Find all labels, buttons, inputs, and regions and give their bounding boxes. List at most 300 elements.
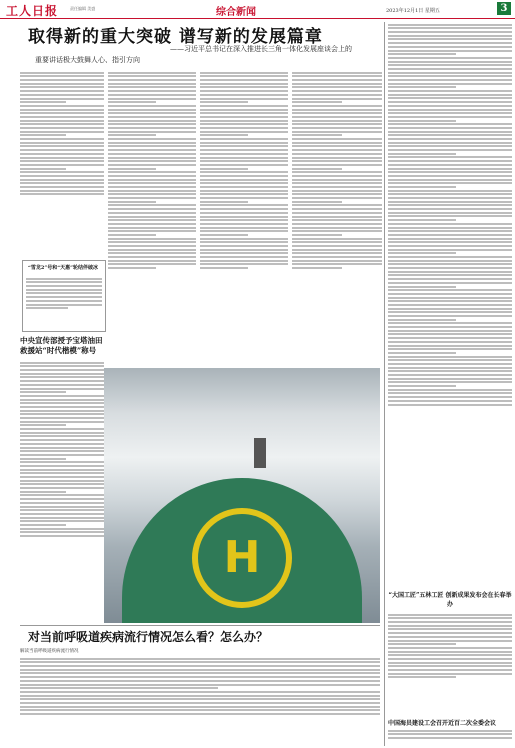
text-line — [108, 75, 196, 77]
secondary-headline: 中央宣传部授予宝塔油田救援站“时代楷模”称号 — [20, 336, 103, 355]
text-line — [20, 498, 104, 500]
bottom-deck: 解读当前呼吸道疾病流行情况 — [20, 649, 79, 654]
text-line — [20, 157, 104, 159]
text-line — [292, 145, 382, 147]
bottom-headline: 对当前呼吸道疾病流行情况怎么看？怎么办？ — [28, 630, 269, 644]
text-line — [388, 260, 512, 262]
text-line — [200, 193, 288, 195]
text-line — [388, 234, 512, 236]
text-line — [388, 636, 512, 638]
text-line — [292, 230, 382, 232]
text-line — [20, 465, 104, 467]
text-line — [388, 628, 512, 630]
text-line — [388, 267, 512, 269]
text-line — [20, 428, 104, 430]
text-line — [20, 75, 104, 77]
text-line — [20, 450, 104, 452]
text-line — [200, 153, 288, 155]
text-line — [20, 127, 104, 129]
text-line — [20, 179, 104, 181]
text-line — [20, 373, 104, 375]
text-line — [388, 374, 512, 376]
text-line — [200, 160, 288, 162]
text-line — [388, 326, 512, 328]
text-line — [388, 617, 512, 619]
text-line — [26, 285, 102, 287]
text-line — [292, 238, 382, 240]
text-line — [20, 101, 66, 103]
text-line — [388, 201, 512, 203]
text-line — [200, 234, 248, 236]
text-line — [388, 289, 512, 291]
text-line — [292, 201, 342, 203]
text-line — [292, 245, 382, 247]
text-line — [388, 120, 456, 122]
text-line — [388, 352, 456, 354]
text-line — [20, 395, 104, 397]
text-line — [20, 391, 66, 393]
text-line — [292, 123, 382, 125]
text-line — [388, 90, 512, 92]
text-line — [388, 153, 456, 155]
text-line — [388, 27, 512, 29]
text-line — [388, 61, 512, 63]
text-line — [200, 238, 288, 240]
text-line — [20, 98, 104, 100]
helipad-letter: H — [223, 532, 261, 583]
text-line — [292, 190, 382, 192]
text-line — [20, 94, 104, 96]
text-line — [292, 212, 382, 214]
text-line — [292, 175, 382, 177]
text-line — [20, 469, 104, 471]
text-column-4 — [292, 70, 382, 362]
text-line — [20, 376, 104, 378]
text-line — [20, 476, 104, 478]
text-line — [20, 160, 104, 162]
text-line — [20, 424, 66, 426]
text-line — [20, 513, 104, 515]
text-line — [292, 86, 382, 88]
text-line — [108, 186, 196, 188]
text-line — [20, 145, 104, 147]
text-line — [20, 72, 104, 74]
text-line — [388, 208, 512, 210]
text-line — [388, 72, 512, 74]
text-line — [108, 238, 196, 240]
text-line — [200, 208, 288, 210]
text-line — [20, 417, 104, 419]
text-line — [200, 142, 288, 144]
text-line — [388, 319, 456, 321]
text-line — [108, 179, 196, 181]
text-line — [388, 145, 512, 147]
text-line — [200, 212, 288, 214]
text-line — [388, 57, 512, 59]
text-line — [20, 186, 104, 188]
text-line — [200, 86, 288, 88]
text-line — [388, 271, 512, 273]
text-line — [388, 171, 512, 173]
text-line — [388, 669, 512, 671]
secondary-text — [20, 360, 104, 622]
text-line — [108, 157, 196, 159]
text-line — [108, 134, 156, 136]
text-line — [292, 164, 382, 166]
text-line — [292, 75, 382, 77]
text-line — [20, 109, 104, 111]
text-line — [200, 83, 288, 85]
text-line — [388, 101, 512, 103]
text-line — [108, 171, 196, 173]
text-line — [388, 53, 456, 55]
text-line — [200, 145, 288, 147]
text-line — [388, 190, 512, 192]
text-column-5 — [388, 22, 512, 584]
text-line — [200, 182, 288, 184]
text-line — [200, 227, 288, 229]
text-line — [292, 223, 382, 225]
text-line — [388, 348, 512, 350]
text-line — [388, 182, 512, 184]
text-line — [26, 278, 102, 280]
text-line — [20, 695, 380, 697]
text-line — [292, 216, 382, 218]
text-line — [388, 363, 512, 365]
text-line — [20, 524, 66, 526]
text-line — [388, 160, 512, 162]
text-line — [200, 131, 288, 133]
text-line — [388, 197, 512, 199]
text-line — [388, 304, 512, 306]
text-line — [388, 227, 512, 229]
lead-headline: 取得新的重大突破 谱写新的发展篇章 — [28, 27, 323, 47]
bottom-right-text — [388, 728, 512, 746]
text-line — [108, 256, 196, 258]
text-line — [20, 483, 104, 485]
text-line — [388, 112, 512, 114]
text-line — [200, 75, 288, 77]
text-line — [388, 308, 512, 310]
text-line — [388, 68, 512, 70]
text-line — [388, 311, 512, 313]
text-line — [388, 249, 512, 251]
text-line — [26, 300, 102, 302]
text-line — [292, 186, 382, 188]
text-line — [388, 193, 512, 195]
text-line — [20, 164, 104, 166]
photo-story-text — [26, 276, 102, 326]
text-line — [292, 94, 382, 96]
text-line — [200, 138, 288, 140]
text-line — [108, 260, 196, 262]
text-line — [108, 245, 196, 247]
text-line — [388, 367, 512, 369]
text-line — [20, 134, 66, 136]
text-line — [292, 90, 382, 92]
text-line — [388, 733, 512, 735]
text-line — [108, 94, 196, 96]
text-line — [292, 234, 342, 236]
text-line — [388, 131, 512, 133]
text-line — [200, 175, 288, 177]
text-line — [108, 164, 196, 166]
text-line — [108, 142, 196, 144]
text-line — [200, 241, 288, 243]
text-line — [292, 98, 382, 100]
text-line — [388, 79, 512, 81]
text-line — [20, 509, 104, 511]
text-line — [388, 330, 512, 332]
text-line — [108, 101, 156, 103]
text-line — [388, 370, 512, 372]
text-line — [108, 109, 196, 111]
text-line — [388, 665, 512, 667]
text-line — [108, 201, 156, 203]
text-line — [388, 238, 512, 240]
side-text — [388, 612, 512, 714]
text-line — [292, 112, 382, 114]
text-line — [292, 256, 382, 258]
text-line — [20, 384, 104, 386]
text-line — [388, 345, 512, 347]
text-line — [388, 392, 512, 394]
text-line — [388, 643, 456, 645]
text-line — [108, 149, 196, 151]
text-line — [200, 112, 288, 114]
text-line — [200, 98, 288, 100]
text-line — [292, 83, 382, 85]
text-line — [388, 223, 512, 225]
text-line — [200, 216, 288, 218]
text-line — [20, 131, 104, 133]
text-line — [388, 105, 512, 107]
text-line — [20, 691, 380, 693]
text-line — [388, 274, 512, 276]
text-line — [20, 661, 380, 663]
text-line — [200, 157, 288, 159]
text-line — [200, 168, 248, 170]
text-line — [292, 153, 382, 155]
text-column-3 — [200, 70, 288, 362]
text-line — [108, 153, 196, 155]
text-line — [388, 385, 456, 387]
text-line — [108, 123, 196, 125]
text-line — [200, 90, 288, 92]
lead-subhead-2: 重要讲话极大鼓舞人心、指引方向 — [35, 56, 140, 64]
text-line — [108, 190, 196, 192]
text-line — [20, 105, 104, 107]
text-line — [388, 621, 512, 623]
text-line — [20, 665, 380, 667]
text-line — [20, 494, 104, 496]
text-line — [20, 432, 104, 434]
text-line — [292, 193, 382, 195]
text-line — [388, 230, 512, 232]
text-line — [20, 447, 104, 449]
text-line — [388, 24, 512, 26]
text-line — [20, 458, 66, 460]
text-line — [20, 116, 104, 118]
text-line — [20, 531, 104, 533]
text-line — [20, 520, 104, 522]
text-line — [388, 378, 512, 380]
text-line — [20, 388, 104, 390]
text-line — [20, 413, 104, 415]
bottom-right-headline: 中国海员建设工会召开近百二次全委会议 — [388, 720, 497, 727]
text-line — [26, 292, 102, 294]
text-line — [388, 204, 512, 206]
text-line — [20, 672, 380, 674]
text-line — [108, 98, 196, 100]
text-line — [20, 365, 104, 367]
text-line — [388, 75, 512, 77]
text-line — [20, 402, 104, 404]
text-line — [292, 134, 342, 136]
text-line — [200, 223, 288, 225]
side-headline: “大国工匠”五林工匠 创新成果发布会在长春举办 — [388, 592, 512, 608]
text-line — [292, 182, 382, 184]
text-line — [292, 263, 382, 265]
text-line — [200, 101, 248, 103]
text-line — [388, 164, 512, 166]
text-line — [200, 179, 288, 181]
text-line — [20, 698, 380, 700]
text-line — [20, 112, 104, 114]
text-line — [200, 249, 288, 251]
text-line — [388, 282, 512, 284]
text-line — [20, 362, 104, 364]
text-line — [108, 234, 156, 236]
text-line — [388, 127, 512, 129]
text-line — [292, 208, 382, 210]
text-line — [200, 127, 288, 129]
text-line — [292, 171, 382, 173]
editor-line: 责任编辑 美盛 — [70, 6, 96, 11]
text-line — [292, 241, 382, 243]
text-line — [292, 260, 382, 262]
text-line — [20, 410, 104, 412]
text-line — [20, 669, 380, 671]
text-line — [108, 212, 196, 214]
text-line — [20, 142, 104, 144]
text-line — [20, 680, 380, 682]
text-line — [108, 127, 196, 129]
text-line — [292, 116, 382, 118]
text-line — [388, 252, 456, 254]
text-line — [200, 230, 288, 232]
text-line — [26, 307, 68, 309]
text-line — [20, 138, 104, 140]
text-line — [388, 389, 512, 391]
text-line — [20, 190, 104, 192]
text-line — [20, 684, 380, 686]
text-line — [26, 296, 102, 298]
text-line — [388, 64, 512, 66]
text-line — [388, 149, 512, 151]
text-line — [200, 219, 288, 221]
text-column-1 — [20, 70, 104, 258]
text-line — [20, 149, 104, 151]
ship-mast — [254, 438, 266, 468]
text-line — [292, 204, 382, 206]
text-line — [388, 640, 512, 642]
text-line — [20, 454, 104, 456]
text-line — [20, 399, 104, 401]
text-line — [26, 281, 102, 283]
text-line — [292, 179, 382, 181]
text-line — [388, 97, 512, 99]
text-line — [388, 286, 456, 288]
column-rule — [384, 22, 385, 746]
text-line — [20, 535, 104, 537]
text-line — [108, 90, 196, 92]
section-rule — [20, 625, 380, 626]
text-line — [292, 138, 382, 140]
text-line — [20, 439, 104, 441]
text-line — [200, 120, 288, 122]
text-line — [388, 241, 512, 243]
text-line — [108, 105, 196, 107]
text-line — [108, 112, 196, 114]
text-line — [20, 168, 66, 170]
text-line — [108, 227, 196, 229]
text-line — [200, 252, 288, 254]
text-line — [200, 79, 288, 81]
section-title: 综合新闻 — [216, 7, 256, 18]
text-line — [108, 204, 196, 206]
text-line — [200, 204, 288, 206]
text-line — [388, 625, 512, 627]
text-line — [388, 138, 512, 140]
text-line — [200, 245, 288, 247]
text-line — [388, 341, 512, 343]
text-line — [200, 149, 288, 151]
text-line — [108, 208, 196, 210]
text-line — [200, 105, 288, 107]
text-line — [108, 79, 196, 81]
text-line — [20, 406, 104, 408]
text-line — [20, 676, 380, 678]
text-line — [388, 300, 512, 302]
text-line — [108, 182, 196, 184]
text-line — [108, 249, 196, 251]
text-line — [388, 297, 512, 299]
text-line — [108, 216, 196, 218]
text-line — [292, 227, 382, 229]
text-line — [292, 168, 342, 170]
text-line — [200, 134, 248, 136]
text-line — [388, 337, 512, 339]
text-line — [200, 123, 288, 125]
text-line — [20, 480, 104, 482]
text-line — [108, 168, 156, 170]
bottom-text — [20, 656, 380, 746]
text-line — [388, 396, 512, 398]
text-line — [388, 42, 512, 44]
text-line — [200, 164, 288, 166]
text-line — [292, 142, 382, 144]
text-line — [292, 109, 382, 111]
text-line — [292, 72, 382, 74]
text-line — [26, 289, 102, 291]
text-line — [388, 245, 512, 247]
text-line — [388, 219, 456, 221]
text-line — [20, 193, 104, 195]
text-line — [388, 676, 456, 678]
text-line — [200, 197, 288, 199]
text-line — [388, 359, 512, 361]
